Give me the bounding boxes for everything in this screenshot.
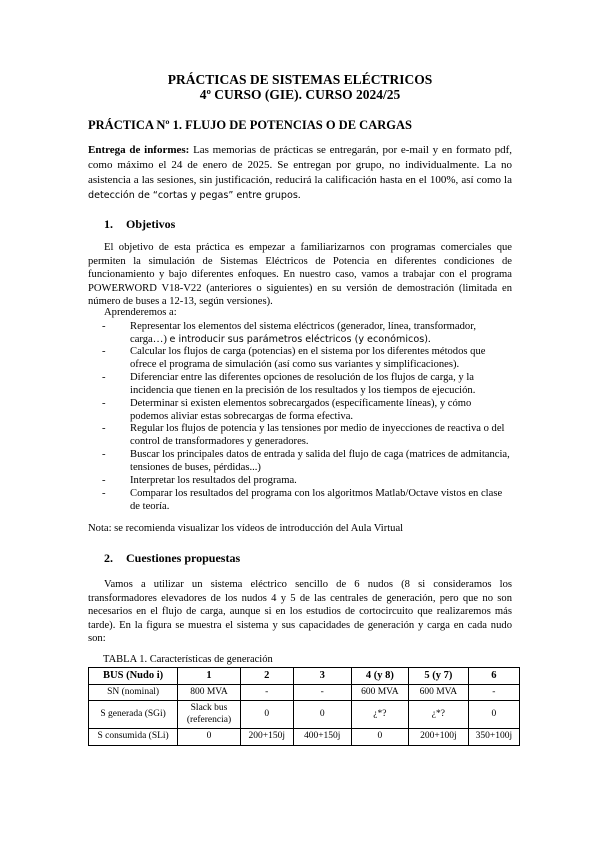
list-item-text xyxy=(130,422,510,449)
section1-title: Objetivos xyxy=(126,217,176,231)
bullet-dash: - xyxy=(102,372,106,383)
table-header-cell: 5 (y 7) xyxy=(409,668,469,685)
bullet-dash: - xyxy=(102,346,106,357)
list-item-text xyxy=(130,448,510,475)
list-item-main: Buscar los principales datos de entrada y salida del flujo de caga (matrices de admitancia, tensiones de buses, pérdidas...) xyxy=(130,449,510,474)
list-item-main: Representar los elementos del sistema eléctricos (generador, línea, transformador, carga…) xyxy=(130,321,476,346)
table-cell: - xyxy=(240,684,293,701)
bullet-dash: - xyxy=(102,488,106,499)
list-item-main: Determinar si existen elementos sobrecargados (específicamente líneas), y cómo podemos aliviar estas sobrecargas de forma efectiva. xyxy=(130,398,472,423)
table-cell: 800 MVA xyxy=(178,684,241,701)
table-caption: TABLA 1. Características de generación xyxy=(103,654,273,665)
section2-number: 2. xyxy=(104,551,113,565)
table-header-cell: 2 xyxy=(240,668,293,685)
table-cell: 600 MVA xyxy=(351,684,408,701)
section2-title: Cuestiones propuestas xyxy=(126,551,241,565)
table-row xyxy=(89,701,520,729)
learn-label: Aprenderemos a: xyxy=(104,307,177,318)
list-item-main: Diferenciar entre las diferentes opciones de resolución de los flujos de carga, y la incidencia que tienen en la precisión de los resultados y los tiempos de ejecución. xyxy=(130,372,476,397)
table-cell: 0 xyxy=(293,701,351,729)
document-title: PRÁCTICAS DE SISTEMAS ELÉCTRICOS xyxy=(167,72,433,87)
list-item-text xyxy=(130,345,510,372)
document-subtitle: 4º CURSO (GIE). CURSO 2024/25 xyxy=(199,87,401,102)
entrega-text: Las memorias de prácticas se entregarán, por e-mail y en formato pdf, como máximo el 24 de enero de 2025. Se entregan por grupo, no individualmente. La no asistencia a las sesiones, sin justificación, reducirá la calificación hasta en el 100%, así como la xyxy=(88,144,512,186)
table-cell: 0 xyxy=(351,729,408,746)
table-row xyxy=(89,684,520,701)
table-header-cell: 4 (y 8) xyxy=(351,668,408,685)
entrega-paragraph xyxy=(88,143,512,203)
section2-intro: Vamos a utilizar un sistema eléctrico sencillo de 6 nudos (8 si consideramos los transformadores elevadores de los nudos 4 y 5 de las centrales de generación, pero que no son necesarios en el flujo de carga, aunque si en los estudios de cortocircuito que realizaremos más tarde). En la figura se muestra el sistema y sus capacidades de generación y carga en cada nudo son: xyxy=(88,579,512,645)
list-item-end: . xyxy=(427,334,431,346)
table-cell: ¿*? xyxy=(409,701,469,729)
table-cell: 200+150j xyxy=(240,729,293,746)
table-cell: - xyxy=(468,684,519,701)
table-cell: Slack bus (referencia) xyxy=(178,701,241,729)
list-item-text xyxy=(130,320,510,347)
table-header-cell: 6 xyxy=(468,668,519,685)
table-cell: 350+100j xyxy=(468,729,519,746)
table-header-row xyxy=(89,668,520,685)
list-item-main: Regular los flujos de potencia y las tensiones por medio de inyecciones de reactiva o del control de transformadores y generadores. xyxy=(130,423,505,448)
list-item-text xyxy=(130,397,510,424)
section1-number: 1. xyxy=(104,217,113,231)
list-item-main: Comparar los resultados del programa con los algoritmos Matlab/Octave vistos en clase de teoría. xyxy=(130,488,503,513)
table-cell: 0 xyxy=(468,701,519,729)
table-cell: 600 MVA xyxy=(409,684,469,701)
bullet-dash: - xyxy=(102,423,106,434)
table-cell: 0 xyxy=(240,701,293,729)
practice-title: PRÁCTICA Nº 1. FLUJO DE POTENCIAS O DE CARGAS xyxy=(88,118,412,132)
list-item-extra: e introducir sus parámetros eléctricos (y económicos) xyxy=(169,334,428,346)
section1-intro: El objetivo de esta práctica es empezar a familiarizarnos con programas comerciales que permiten la simulación de Sistemas Eléctricos de Potencia en diferentes condiciones de funcionamiento y bajo diferentes enfoques. En nuestro caso, vamos a trabajar con el programa POWERWORD V18-V22 (anteriores o siguientes) en su versión de demostración (limitada en número de buses a 12-13, según versiones). xyxy=(88,242,512,308)
table-row-label: SN (nominal) xyxy=(89,684,178,701)
section1-heading xyxy=(104,217,175,232)
table-header-cell: 3 xyxy=(293,668,351,685)
table-row-label: S consumida (SLi) xyxy=(89,729,178,746)
bullet-dash: - xyxy=(102,321,106,332)
bullet-dash: - xyxy=(102,449,106,460)
bullet-dash: - xyxy=(102,398,106,409)
entrega-end: . xyxy=(297,189,301,201)
entrega-highlight: detección de “cortas y pegas” entre grupos xyxy=(88,190,298,201)
table-header-cell: 1 xyxy=(178,668,241,685)
table-cell: - xyxy=(293,684,351,701)
note-text: Nota: se recomienda visualizar los vídeos de introducción del Aula Virtual xyxy=(88,523,404,534)
table-cell: ¿*? xyxy=(351,701,408,729)
generation-table xyxy=(88,667,520,746)
section2-heading xyxy=(104,551,240,566)
table-cell: 0 xyxy=(178,729,241,746)
table-row-label: S generada (SGi) xyxy=(89,701,178,729)
list-item-main: Calcular los flujos de carga (potencias) en el sistema por los diferentes métodos que ofrece el programa de simulación (así como sus variantes y simplificaciones). xyxy=(130,346,486,371)
bullet-dash: - xyxy=(102,475,106,486)
list-item-text xyxy=(130,487,510,514)
table-header-cell: BUS (Nudo i) xyxy=(89,668,178,685)
table-row xyxy=(89,729,520,746)
list-item-text xyxy=(130,371,510,398)
list-item-main: Interpretar los resultados del programa. xyxy=(130,475,297,486)
table-cell: 400+150j xyxy=(293,729,351,746)
table-cell: 200+100j xyxy=(409,729,469,746)
entrega-label: Entrega de informes: xyxy=(88,144,190,156)
list-item-text xyxy=(130,474,510,487)
